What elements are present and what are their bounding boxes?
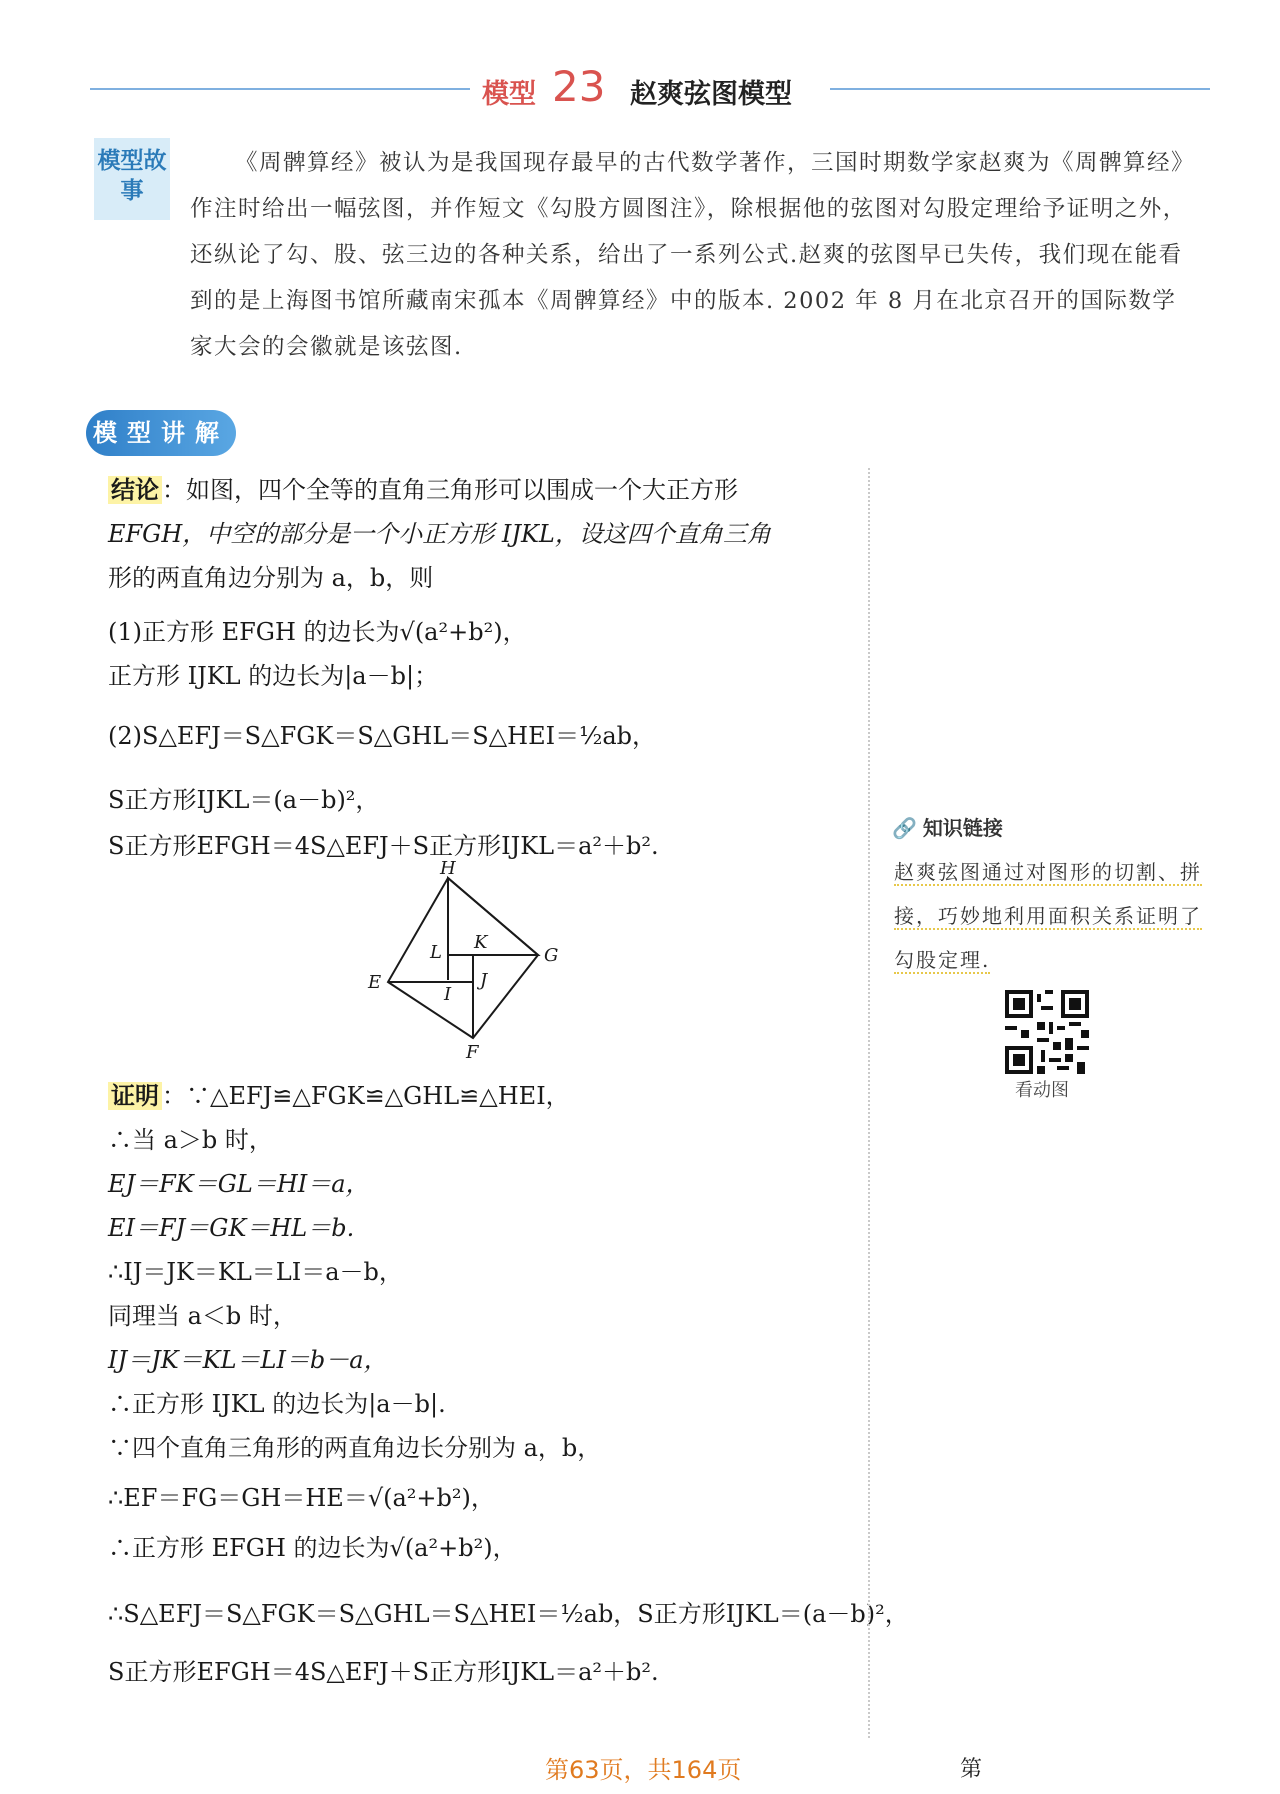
label-I: I — [444, 984, 452, 1005]
proof-label: 证明 — [108, 1082, 162, 1110]
page-indicator: 第63页，共164页 — [545, 1756, 742, 1784]
proof-line-3: EI＝FJ＝GK＝HL＝b. — [108, 1214, 355, 1242]
story-text — [190, 140, 1200, 370]
section-badge: 模型讲解 — [86, 410, 236, 456]
conclusion-text-1: ：如图，四个全等的直角三角形可以围成一个大正方形 — [162, 476, 738, 504]
proof-line-6: IJ＝JK＝KL＝LI＝b－a， — [108, 1346, 388, 1374]
conclusion-point-2c: S正方形EFGH＝4S△EFJ＋S正方形IJKL＝a²＋b². — [108, 832, 659, 860]
conclusion-point-2b: S正方形IJKL＝(a－b)²， — [108, 786, 380, 814]
footer-right-text: 第 — [960, 1757, 983, 1782]
outer-square — [388, 878, 538, 1038]
conclusion-line-3: 形的两直角边分别为 a，b，则 — [108, 564, 434, 592]
conclusion-point-2a: (2)S△EFJ＝S△FGK＝S△GHL＝S△HEI＝½ab， — [108, 722, 657, 750]
conclusion-line-2: EFGH，中空的部分是一个小正方形 IJKL，设这四个直角三角 — [108, 520, 771, 548]
conclusion-label: 结论 — [108, 476, 162, 504]
proof-line-11: ∴S△EFJ＝S△FGK＝S△GHL＝S△HEI＝½ab，S正方形IJKL＝(a－b)²， — [108, 1600, 909, 1628]
proof-line-8: ∵四个直角三角形的两直角边长分别为 a，b， — [108, 1434, 602, 1462]
label-K: K — [474, 932, 488, 953]
column-divider — [868, 468, 870, 1738]
model-label: 模型 — [482, 79, 536, 110]
header-rule-left — [90, 88, 470, 90]
side-text-content: 赵爽弦图通过对图形的切割、拼接，巧妙地利用面积关系证明了勾股定理. — [894, 860, 1202, 972]
label-F: F — [466, 1042, 479, 1060]
proof-line-10: ∴正方形 EFGH 的边长为√(a²+b²)， — [108, 1534, 517, 1562]
proof-line-0 — [108, 1076, 570, 1111]
page-title: 赵爽弦图模型 — [630, 79, 792, 110]
link-icon: 🔗 — [892, 816, 917, 840]
proof-line-5: 同理当 a＜b 时， — [108, 1302, 297, 1330]
qr-caption: 看动图 — [1015, 1080, 1069, 1101]
proof-line-9: ∴EF＝FG＝GH＝HE＝√(a²+b²)， — [108, 1484, 495, 1512]
side-heading-text: 知识链接 — [922, 816, 1003, 840]
story-tag-text: 模型故事 — [97, 148, 167, 204]
proof-line-1: ∴当 a＞b 时， — [108, 1126, 273, 1154]
proof-line-4: ∴IJ＝JK＝KL＝LI＝a－b， — [108, 1258, 403, 1286]
label-E: E — [368, 972, 382, 993]
conclusion-point-1a: (1)正方形 EFGH 的边长为√(a²+b²)， — [108, 618, 527, 646]
conclusion-point-1b: 正方形 IJKL 的边长为|a－b|； — [108, 662, 439, 690]
side-text — [894, 850, 1214, 982]
proof-line-12: S正方形EFGH＝4S△EFJ＋S正方形IJKL＝a²＋b². — [108, 1658, 659, 1686]
proof-line-2: EJ＝FK＝GL＝HI＝a， — [108, 1170, 370, 1198]
inner-square — [448, 878, 538, 955]
label-L: L — [430, 942, 442, 963]
header-rule-right — [830, 88, 1210, 90]
conclusion-line-1 — [108, 470, 738, 505]
label-H: H — [440, 860, 456, 879]
qr-code-icon[interactable] — [1005, 990, 1089, 1074]
side-heading — [892, 812, 1003, 841]
proof-text-0: ：∵△EFJ≌△FGK≌△GHL≌△HEI， — [162, 1082, 570, 1110]
model-number: 23 — [552, 62, 606, 111]
proof-line-7: ∴正方形 IJKL 的边长为|a－b|. — [108, 1390, 446, 1418]
story-paragraph: 《周髀算经》被认为是我国现存最早的古代数学著作，三国时期数学家赵爽为《周髀算经》作注时给出一幅弦图，并作短文《勾股方圆图注》，除根据他的弦图对勾股定理给予证明之外，还纵论了勾、股、弦三边的各种关系，给出了一系列公式.赵爽的弦图早已失传，我们现在能看到的是上海图书馆所藏南宋孤本《周髀算经》中的版本. 2002 年 8 月在北京召开的国际数学家大会的会徽就是该弦图. — [190, 150, 1196, 360]
zhao-shuang-figure — [360, 860, 580, 1060]
story-tag — [94, 138, 170, 220]
label-J: J — [480, 970, 488, 991]
label-G: G — [544, 945, 559, 966]
